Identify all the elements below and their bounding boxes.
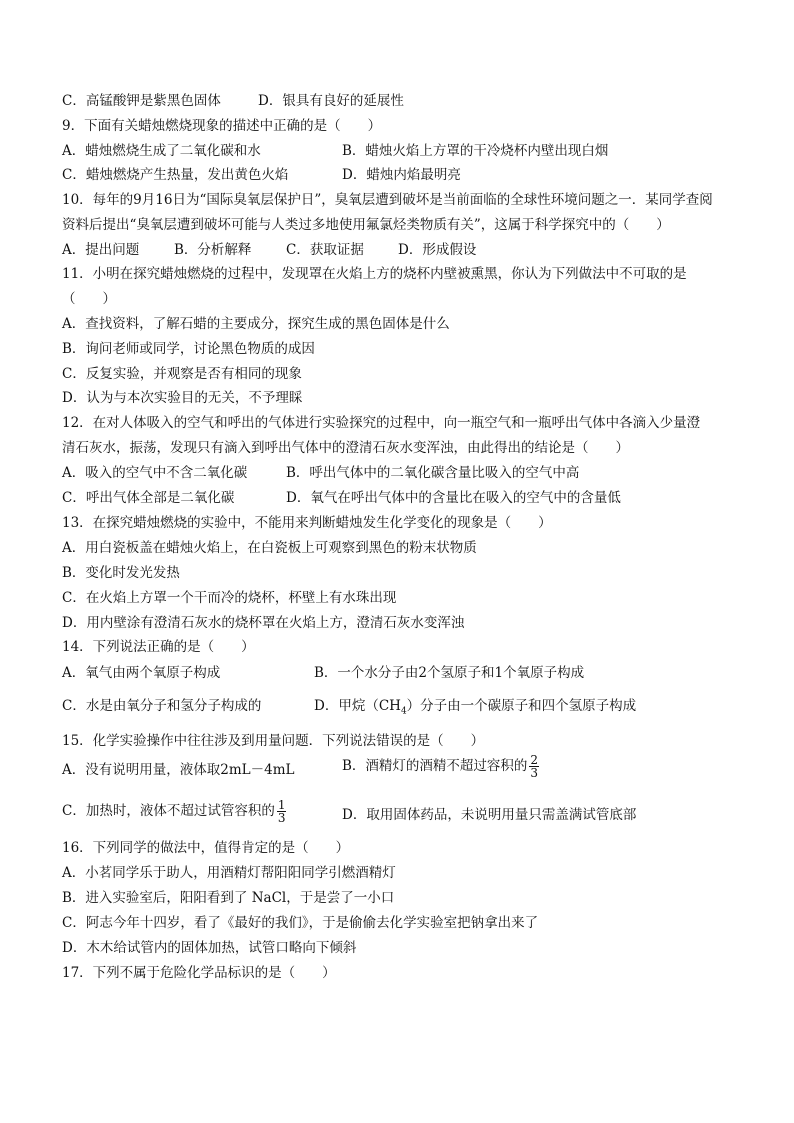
q11-option-d: D．认为与本次实验目的无关，不予理睬: [62, 390, 303, 406]
q16-option-c: C．阿志今年十四岁，看了《最好的我们》，于是偷偷去化学实验室把钠拿出来了: [62, 915, 539, 931]
q12-option-d: D．氧气在呼出气体中的含量比在吸入的空气中的含量低: [286, 490, 621, 506]
q10-stem-line1: 10．每年的9月16日为“国际臭氧层保护日”，臭氧层遭到破坏是当前面临的全球性环境问题之一．某同学查阅: [62, 192, 713, 208]
q11-stem-line1: 11．小明在探究蜡烛燃烧的过程中，发现罩在火焰上方的烧杯内壁被熏黑，你认为下列做法中不可取的是: [62, 266, 687, 282]
q12-option-a: A．吸入的空气中不含二氧化碳: [62, 465, 248, 481]
q10-option-c: C．获取证据: [286, 242, 364, 258]
q9-option-a: A．蜡烛燃烧生成了二氧化碳和水: [62, 143, 261, 159]
q15-option-c: [62, 799, 288, 824]
q11-stem-line2: （ ）: [62, 291, 116, 307]
q15-option-a: A．没有说明用量，液体取2mL－4mL: [62, 762, 295, 778]
q12-stem-line1: 12．在对人体吸入的空气和呼出的气体进行实验探究的过程中，向一瓶空气和一瓶呼出气体中各滴入少量澄: [62, 415, 701, 431]
q14-option-d-prefix: D．甲烷（CH: [314, 698, 401, 714]
q15-option-b-text: B．酒精灯的酒精不超过容积的: [342, 758, 528, 774]
fraction-numerator: 2: [530, 753, 539, 767]
q15-option-d: D．取用固体药品，未说明用量只需盖满试管底部: [342, 807, 637, 823]
q12-option-b: B．呼出气体中的二氧化碳含量比吸入的空气中高: [286, 465, 580, 481]
q17-stem: 17．下列不属于危险化学品标识的是（ ）: [62, 965, 336, 981]
q8-option-d: D．银具有良好的延展性: [258, 93, 404, 109]
q9-stem: 9．下面有关蜡烛燃烧现象的描述中正确的是（ ）: [62, 118, 382, 134]
q10-option-b: B．分析解释: [174, 242, 252, 258]
q12-stem-line2: 清石灰水，振荡，发现只有滴入到呼出气体中的澄清石灰水变浑浊，由此得出的结论是（ ）: [62, 440, 629, 456]
q15-stem: 15．化学实验操作中往往涉及到用量问题．下列说法错误的是（ ）: [62, 733, 485, 749]
q14-option-d-subscript: 4: [400, 706, 407, 717]
fraction-numerator: 1: [277, 798, 286, 812]
q15-option-b: [342, 754, 541, 779]
q11-option-c: C．反复实验，并观察是否有相同的现象: [62, 366, 302, 382]
q12-option-c: C．呼出气体全部是二氧化碳: [62, 490, 235, 506]
q9-option-b: B．蜡烛火焰上方罩的干冷烧杯内壁出现白烟: [342, 143, 609, 159]
q14-stem: 14．下列说法正确的是（ ）: [62, 639, 255, 655]
q10-option-a: A．提出问题: [62, 242, 140, 258]
q11-option-b: B．询问老师或同学，讨论黑色物质的成因: [62, 341, 315, 357]
fraction-denominator: 3: [530, 766, 539, 780]
q13-stem: 13．在探究蜡烛燃烧的实验中，不能用来判断蜡烛发生化学变化的现象是（ ）: [62, 515, 552, 531]
q13-option-c: C．在火焰上方罩一个干而冷的烧杯，杯壁上有水珠出现: [62, 590, 397, 606]
q8-option-c: C．高锰酸钾是紫黑色固体: [62, 93, 221, 109]
q13-option-b: B．变化时发光发热: [62, 565, 180, 581]
q13-option-d: D．用内壁涂有澄清石灰水的烧杯罩在火焰上方，澄清石灰水变浑浊: [62, 615, 465, 631]
fraction-denominator: 3: [277, 811, 286, 825]
q10-option-d: D．形成假设: [398, 242, 477, 258]
q14-option-b: B．一个水分子由2个氢原子和1个氧原子构成: [314, 665, 585, 681]
q16-option-a: A．小茗同学乐于助人，用酒精灯帮阳阳同学引燃酒精灯: [62, 865, 396, 881]
q14-option-d: [314, 696, 636, 722]
q16-option-d: D．木木给试管内的固体加热，试管口略向下倾斜: [62, 940, 357, 956]
q15-option-c-text: C．加热时，液体不超过试管容积的: [62, 803, 275, 819]
q11-option-a: A．查找资料，了解石蜡的主要成分，探究生成的黑色固体是什么: [62, 316, 450, 332]
q14-option-d-suffix: ）分子由一个碳原子和四个氢原子构成: [406, 698, 637, 714]
q9-option-d: D．蜡烛内焰最明亮: [342, 167, 461, 183]
q9-option-c: C．蜡烛燃烧产生热量，发出黄色火焰: [62, 167, 289, 183]
q16-option-b: B．进入实验室后，阳阳看到了 NaCl，于是尝了一小口: [62, 890, 395, 906]
q15-option-c-fraction: [277, 799, 287, 824]
q14-option-a: A．氧气由两个氧原子构成: [62, 665, 221, 681]
q13-option-a: A．用白瓷板盖在蜡烛火焰上，在白瓷板上可观察到黑色的粉末状物质: [62, 540, 477, 556]
q14-option-c: C．水是由氧分子和氢分子构成的: [62, 698, 262, 714]
q16-stem: 16．下列同学的做法中，值得肯定的是（ ）: [62, 840, 350, 856]
q10-stem-line2: 资料后提出“臭氧层遭到破坏可能与人类过多地使用氟氯烃类物质有关”，这属于科学探究中的（ ）: [62, 217, 670, 233]
q15-option-b-fraction: [529, 754, 539, 779]
